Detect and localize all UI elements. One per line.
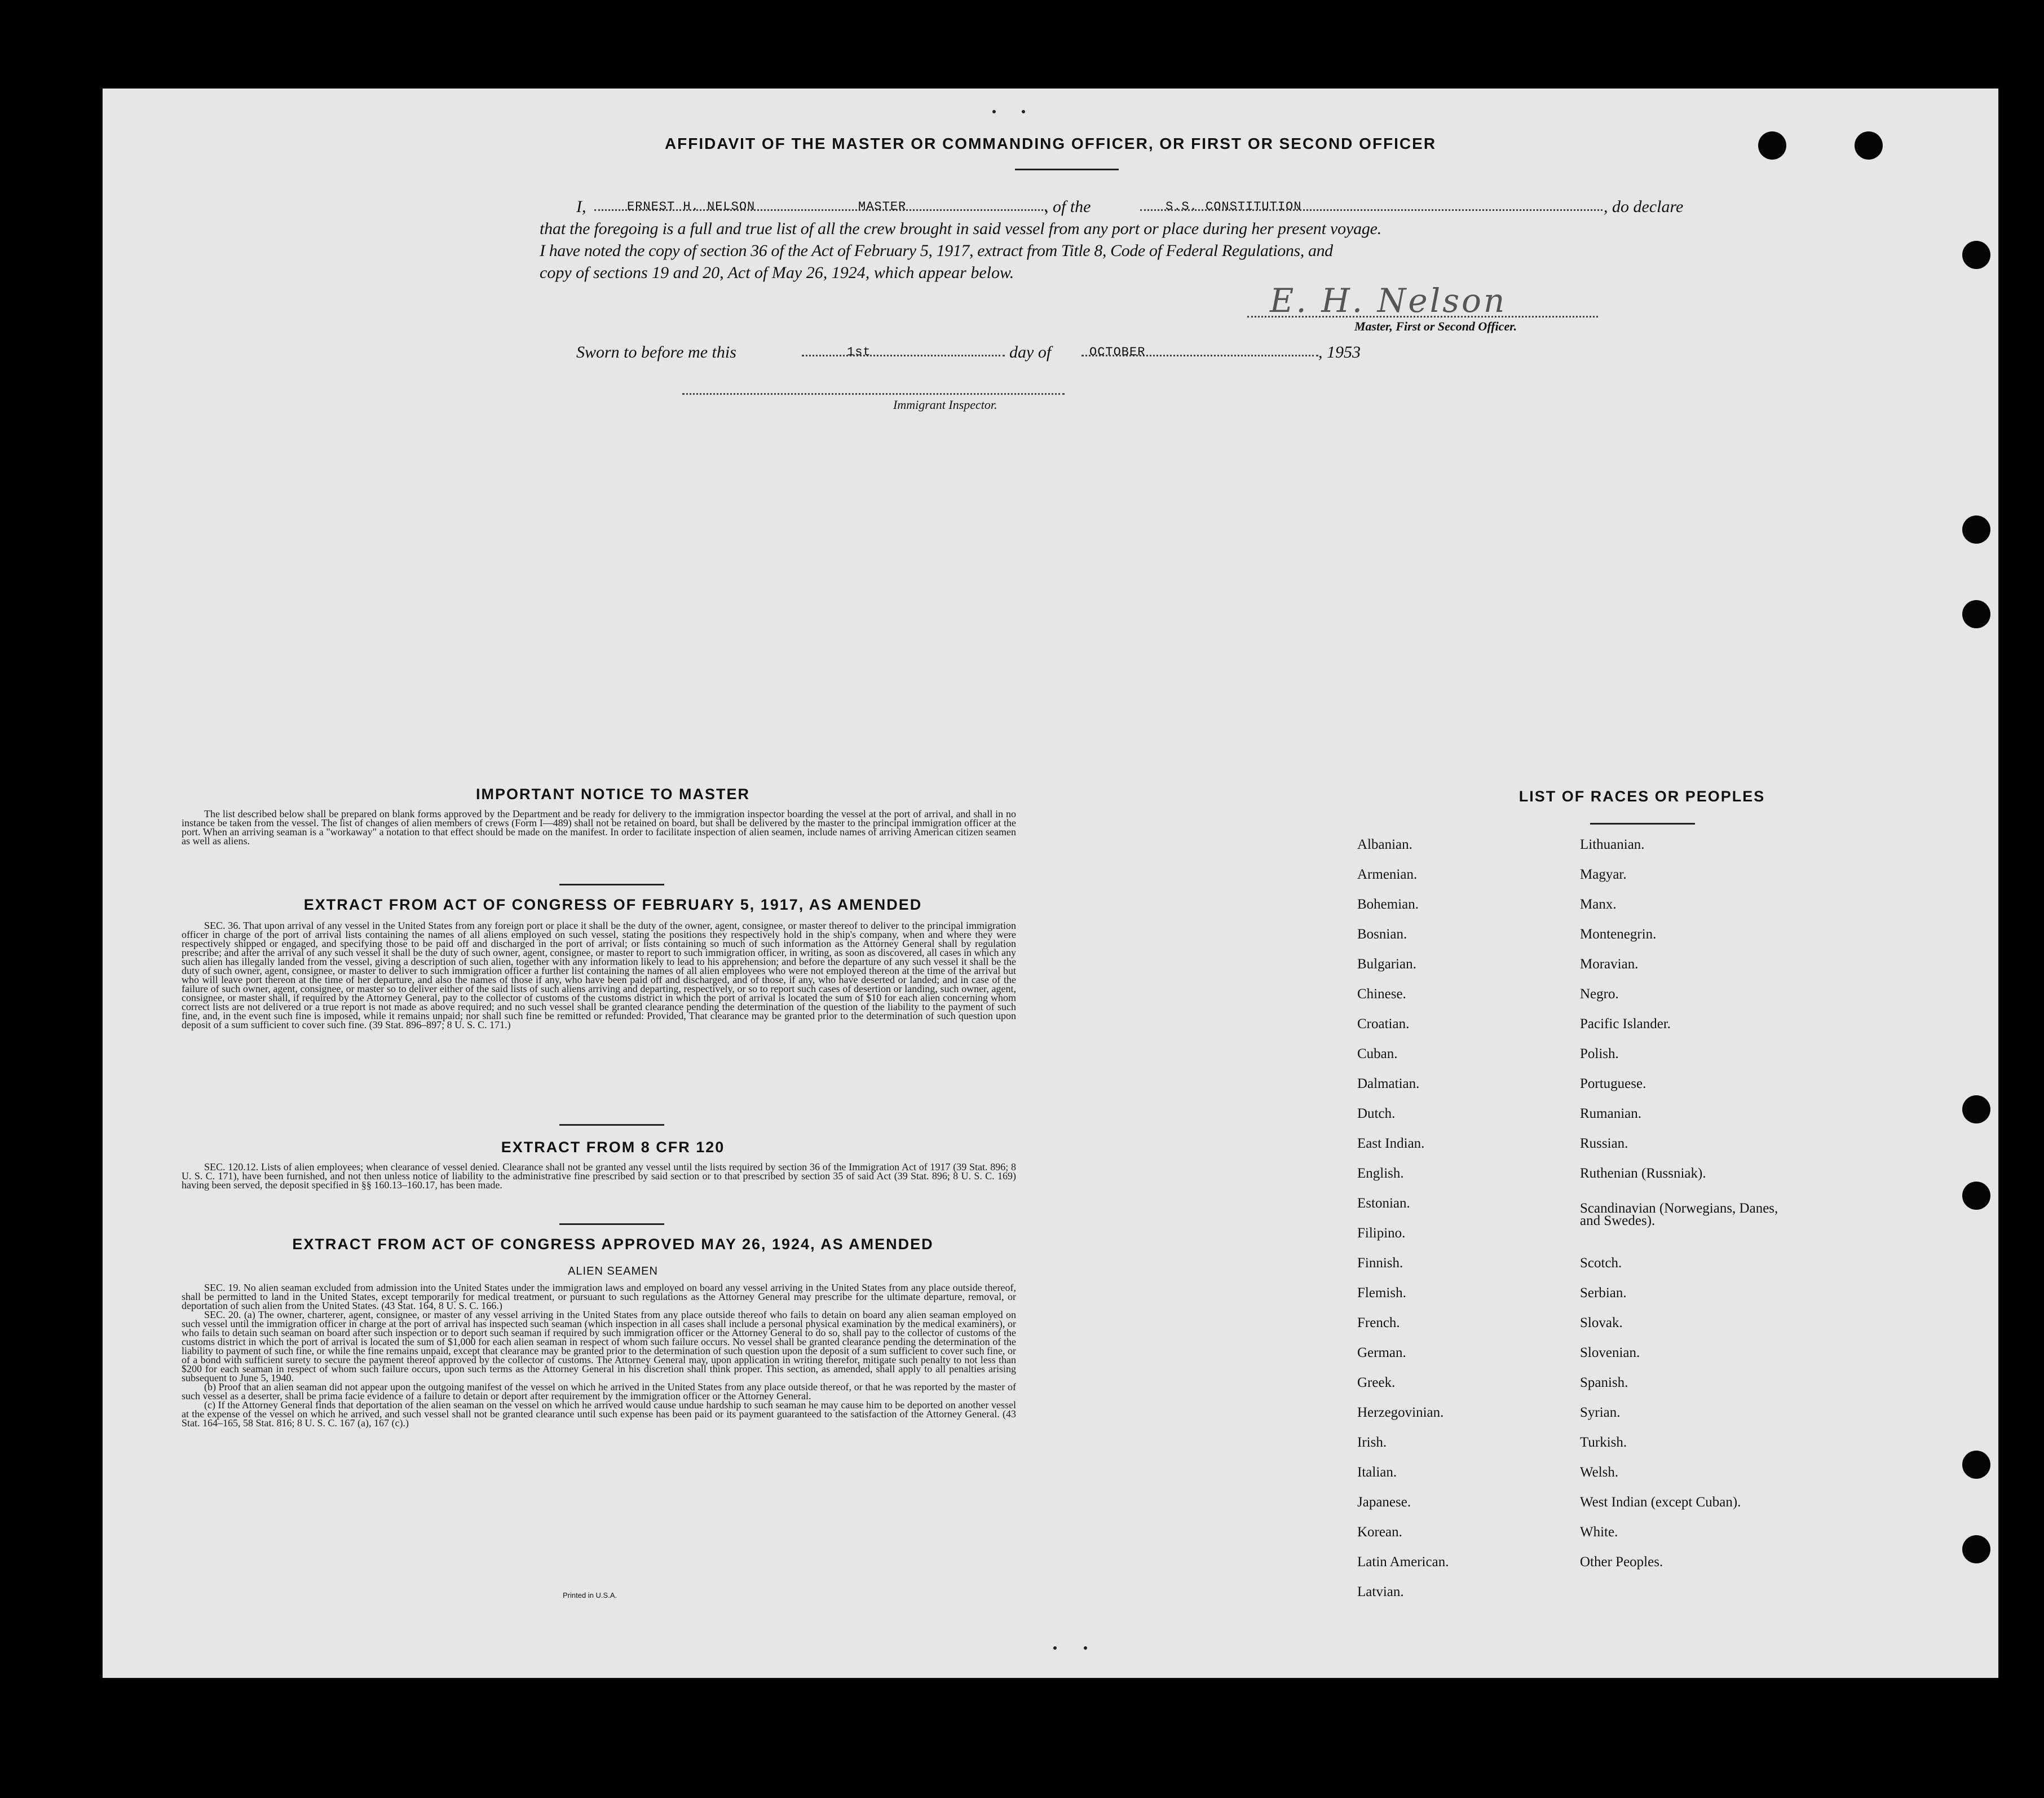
race-item: Latvian. bbox=[1357, 1584, 1404, 1599]
race-item: Scandinavian (Norwegians, Danes, and Swedes). bbox=[1580, 1201, 1778, 1228]
speck bbox=[1053, 1646, 1057, 1650]
inspector-caption: Immigrant Inspector. bbox=[893, 398, 997, 412]
sec-20b-paragraph: (b) Proof that an alien seaman did not appear upon the outgoing manifest of the vessel on which he arrived in the United States from any place outside thereof, or that he was reported by the master of such vessel as a deserter, shall be prima facie evidence of a failure to detain or deport after requirement by the immigration officer or the Attorney General. bbox=[182, 1381, 1016, 1402]
master-signature: E. H. Nelson bbox=[1270, 281, 1507, 320]
race-item: Syrian. bbox=[1580, 1405, 1621, 1420]
race-item: Finnish. bbox=[1357, 1255, 1403, 1271]
race-item: German. bbox=[1357, 1345, 1406, 1360]
race-item: Bulgarian. bbox=[1357, 957, 1416, 972]
affidavit-title: AFFIDAVIT OF THE MASTER OR COMMANDING OFFICER, OR FIRST OR SECOND OFFICER bbox=[664, 135, 1437, 152]
section-rule bbox=[559, 1124, 664, 1126]
sworn-month: OCTOBER bbox=[1089, 345, 1146, 359]
race-item: Ruthenian (Russniak). bbox=[1580, 1166, 1706, 1181]
notice-paragraph: The list described below shall be prepared on blank forms approved by the Department and be ready for delivery to the immigration inspector boarding the vessel at the port of arrival, and shall in no instance be taken from the vessel. The list of changes of alien members of crews (Form I—489) shall not be retained on board, but shall be delivered by the master to the principal immigration officer at the port. When an arriving seaman is a "workaway" a notation to that effect should be made on the manifest. In order to facilitate inspection of alien seamen, include names of arriving American citizen seamen as well as aliens. bbox=[182, 808, 1016, 847]
race-item: Latin American. bbox=[1357, 1554, 1449, 1570]
sec-20c-paragraph: (c) If the Attorney General finds that deportation of the alien seaman on the vessel on which he arrived would cause undue hardship to such seaman he may cause him to be deported on another vessel at the expense of the vessel on which he arrived, and such vessel shall not be granted clearance until such expense has been paid or its payment guaranteed to the satisfaction of the Attorney General. (43 Stat. 164–165, 58 Stat. 816; 8 U. S. C. 167 (a), 167 (c).) bbox=[182, 1399, 1016, 1429]
extract-1924-text bbox=[182, 1283, 1016, 1427]
extract-cfr-paragraph: SEC. 120.12. Lists of alien employees; when clearance of vessel denied. Clearance shall not be granted any vessel until the lists required by section 36 of the Immigration Act of 1917 (39 Stat. 896; 8 U. S. C. 171), have been furnished, and not then unless notice of liability to the administrative fine prescribed by said section or to that prescribed by section 35 of said Act (39 Stat. 896; 8 U. S. C. 169) having been served, the deposit specified in §§ 160.13–160.17, has been made. bbox=[182, 1161, 1016, 1191]
race-item: Herzegovinian. bbox=[1357, 1405, 1444, 1420]
declaration-line-3: I have noted the copy of section 36 of the Act of February 5, 1917, extract from Title 8, Code of Federal Regulations, and bbox=[540, 241, 1333, 260]
sec-20a-paragraph: SEC. 20. (a) The owner, charterer, agent, consignee, or master of any vessel arriving in the United States from any place outside thereof who fails to detain on board any alien seaman employed on such vessel until the immigration officer in charge at the port of arrival has inspected such seaman (which inspection in all cases shall include a personal physical examination by the medical examiners), or who fails to detain such seaman on board after such inspection or to deport such seaman if required by such immigration officer or the Attorney General to do so, shall pay to the collector of customs of the customs district in which the port of arrival is located the sum of $1,000 for each alien seaman in respect of whom such failure occurs. No vessel shall be granted clearance pending the determination of the liability to payment of such fine, or while the fine remains unpaid, except that clearance may be granted prior to the determination of such question upon the deposit of a sum sufficient to cover such fine, or of a bond with sufficient surety to secure the payment thereof approved by the collector of customs. The Attorney General may, upon application in writing therefor, mitigate such penalty to not less than $200 for each seaman in respect of whom such failure occurs, upon such terms as the Attorney General in his discretion shall think proper. This section, as amended, shall apply to all penalties arising subsequent to June 5, 1940. bbox=[182, 1309, 1016, 1383]
race-item: Scotch. bbox=[1580, 1255, 1622, 1271]
race-item: Other Peoples. bbox=[1580, 1554, 1663, 1570]
punch-hole bbox=[1962, 515, 1990, 544]
race-item: Spanish. bbox=[1580, 1375, 1628, 1390]
race-item: French. bbox=[1357, 1315, 1400, 1330]
speck bbox=[992, 110, 996, 113]
declaration-line-4: copy of sections 19 and 20, Act of May 26, 1924, which appear below. bbox=[540, 263, 1014, 282]
race-item: Serbian. bbox=[1580, 1285, 1627, 1301]
race-item: Japanese. bbox=[1357, 1495, 1411, 1510]
race-item: Portuguese. bbox=[1580, 1076, 1646, 1091]
sworn-year: , 1953 bbox=[1318, 343, 1361, 362]
title-rule bbox=[1015, 169, 1119, 170]
races-left-column bbox=[1357, 89, 1363, 94]
race-item: Armenian. bbox=[1357, 867, 1418, 882]
sec-19-paragraph: SEC. 19. No alien seaman excluded from admission into the United States under the immigration laws and employed on board any vessel arriving in the United States from any place outside thereof, shall be permitted to land in the United States, except temporarily for medical treatment, or pursuant to such regulations as the Attorney General may prescribe for the ultimate departure, removal, or deportation of such alien from the United States. (43 Stat. 164, 8 U. S. C. 166.) bbox=[182, 1282, 1016, 1311]
race-item: Korean. bbox=[1357, 1524, 1402, 1540]
affidavit-page bbox=[103, 89, 1998, 1678]
race-item: Dalmatian. bbox=[1357, 1076, 1420, 1091]
punch-hole bbox=[1962, 1451, 1990, 1479]
extract-1917-paragraph: SEC. 36. That upon arrival of any vessel in the United States from any foreign port or place it shall be the duty of the owner, agent, consignee, or master thereof to deliver to the principal immigration officer in charge of the port of arrival lists containing the names of all aliens employed on such vessel, stating the positions they respectively hold in the ship's company, when and where they were respectively shipped or engaged, and specifying those to be paid off and discharged in the port of arrival; or lists containing so much of such information as the Attorney General shall by regulation prescribe; and after the arrival of any such vessel it shall be the duty of such owner, agent, consignee, or master to report to such immigration officer, in writing, as soon as discovered, all cases in which any such alien has illegally landed from the vessel, giving a description of such alien, together with any information likely to lead to his apprehension; and before the departure of any such vessel it shall be the duty of such owner, agent, consignee, or master to deliver to such immigration officer a further list containing the names of all alien employees who were not employed thereon at the time of the arrival but who will leave port thereon at the time of her departure, and also the names of those if any, who have been paid off and discharged, and of those, if any, who have deserted or landed; and in case of the failure of such owner, agent, consignee, or master so to deliver either of the said lists of such aliens arriving and departing, respectively, or so to report such cases of desertion or landing, such owner, agent, consignee, or master shall, if required by the Attorney General, pay to the collector of customs of the customs district in which the port of arrival is located the sum of $10 for each alien concerning whom correct lists are not delivered or a true report is not made as above required; and no such vessel shall be granted clearance pending the determination of the question of the liability to the payment of such fine, and, in the event such fine is imposed, while it remains unpaid; nor shall such fine be remitted or refunded: Provided, That clearance may be granted prior to the determination of such question upon deposit of a sum sufficient to cover such fine. (39 Stat. 896–897; 8 U. S. C. 171.) bbox=[182, 920, 1016, 1030]
punch-hole bbox=[1962, 600, 1990, 628]
declaration-line-1 bbox=[576, 196, 1698, 218]
race-item: Pacific Islander. bbox=[1580, 1016, 1671, 1032]
printed-in-usa: Printed in U.S.A. bbox=[563, 1591, 617, 1599]
race-item: Greek. bbox=[1357, 1375, 1396, 1390]
notice-title: IMPORTANT NOTICE TO MASTER bbox=[476, 786, 750, 803]
vessel-name: S.S. CONSTITUTION bbox=[1166, 200, 1302, 214]
punch-hole bbox=[1962, 241, 1990, 269]
race-item: Rumanian. bbox=[1580, 1106, 1642, 1121]
sworn-label: Sworn to before me this bbox=[576, 343, 736, 362]
section-rule bbox=[559, 1223, 664, 1225]
race-item: Bosnian. bbox=[1357, 927, 1407, 942]
race-item: White. bbox=[1580, 1524, 1618, 1540]
of-the-label: , of the bbox=[1044, 197, 1091, 216]
section-rule bbox=[559, 884, 664, 885]
race-item: Bohemian. bbox=[1357, 897, 1419, 912]
alien-seamen-subtitle: ALIEN SEAMEN bbox=[568, 1265, 658, 1277]
race-item: Estonian. bbox=[1357, 1196, 1410, 1211]
extract-1917-text bbox=[182, 921, 1016, 1029]
race-item: Slovenian. bbox=[1580, 1345, 1640, 1360]
race-item: Negro. bbox=[1580, 986, 1619, 1002]
race-item: Chinese. bbox=[1357, 986, 1406, 1002]
race-item: Italian. bbox=[1357, 1465, 1397, 1480]
do-declare-label: , do declare bbox=[1604, 197, 1684, 216]
extract-cfr-text bbox=[182, 1162, 1016, 1189]
race-item: Montenegrin. bbox=[1580, 927, 1657, 942]
race-item: Turkish. bbox=[1580, 1435, 1627, 1450]
punch-hole bbox=[1962, 1535, 1990, 1563]
extract-1924-title: EXTRACT FROM ACT OF CONGRESS APPROVED MAY 26, 1924, AS AMENDED bbox=[292, 1236, 934, 1253]
signature-dots bbox=[1247, 316, 1598, 318]
race-item: Moravian. bbox=[1580, 957, 1639, 972]
master-rank: MASTER bbox=[858, 200, 907, 214]
race-item: Polish. bbox=[1580, 1046, 1619, 1061]
race-item: Russian. bbox=[1580, 1136, 1628, 1151]
race-item: East Indian. bbox=[1357, 1136, 1425, 1151]
i-label: I, bbox=[576, 197, 586, 216]
race-item: Welsh. bbox=[1580, 1465, 1619, 1480]
race-item: Filipino. bbox=[1357, 1226, 1406, 1241]
day-of-label: day of bbox=[1009, 343, 1052, 362]
extract-cfr-title: EXTRACT FROM 8 CFR 120 bbox=[501, 1139, 725, 1156]
race-item: English. bbox=[1357, 1166, 1404, 1181]
race-item: Croatian. bbox=[1357, 1016, 1410, 1032]
race-item: Irish. bbox=[1357, 1435, 1387, 1450]
inspector-dots bbox=[682, 393, 1065, 395]
signature-caption: Master, First or Second Officer. bbox=[1354, 319, 1517, 333]
race-item: Magyar. bbox=[1580, 867, 1627, 882]
race-item: Lithuanian. bbox=[1580, 837, 1645, 852]
sworn-day-dots bbox=[802, 355, 1005, 356]
race-item: Cuban. bbox=[1357, 1046, 1398, 1061]
sworn-day: 1st bbox=[847, 345, 871, 359]
race-item: Albanian. bbox=[1357, 837, 1412, 852]
extract-1917-title: EXTRACT FROM ACT OF CONGRESS OF FEBRUARY 5, 1917, AS AMENDED bbox=[303, 896, 922, 913]
speck bbox=[1084, 1646, 1087, 1650]
speck bbox=[1022, 110, 1025, 113]
master-name: ERNEST H. NELSON bbox=[627, 200, 756, 214]
races-right-column bbox=[1580, 89, 1586, 94]
races-title-rule bbox=[1590, 823, 1695, 825]
declaration-line-2: that the foregoing is a full and true list of all the crew brought in said vessel from any port or place during her present voyage. bbox=[540, 219, 1382, 238]
race-item: West Indian (except Cuban). bbox=[1580, 1495, 1741, 1510]
sworn-line bbox=[576, 341, 1366, 363]
punch-hole bbox=[1962, 1095, 1990, 1123]
notice-text bbox=[182, 809, 1016, 845]
race-item: Dutch. bbox=[1357, 1106, 1396, 1121]
race-item: Flemish. bbox=[1357, 1285, 1406, 1301]
races-title: LIST OF RACES OR PEOPLES bbox=[1518, 788, 1765, 805]
punch-hole bbox=[1962, 1182, 1990, 1210]
race-item: Slovak. bbox=[1580, 1315, 1623, 1330]
race-item: Manx. bbox=[1580, 897, 1617, 912]
